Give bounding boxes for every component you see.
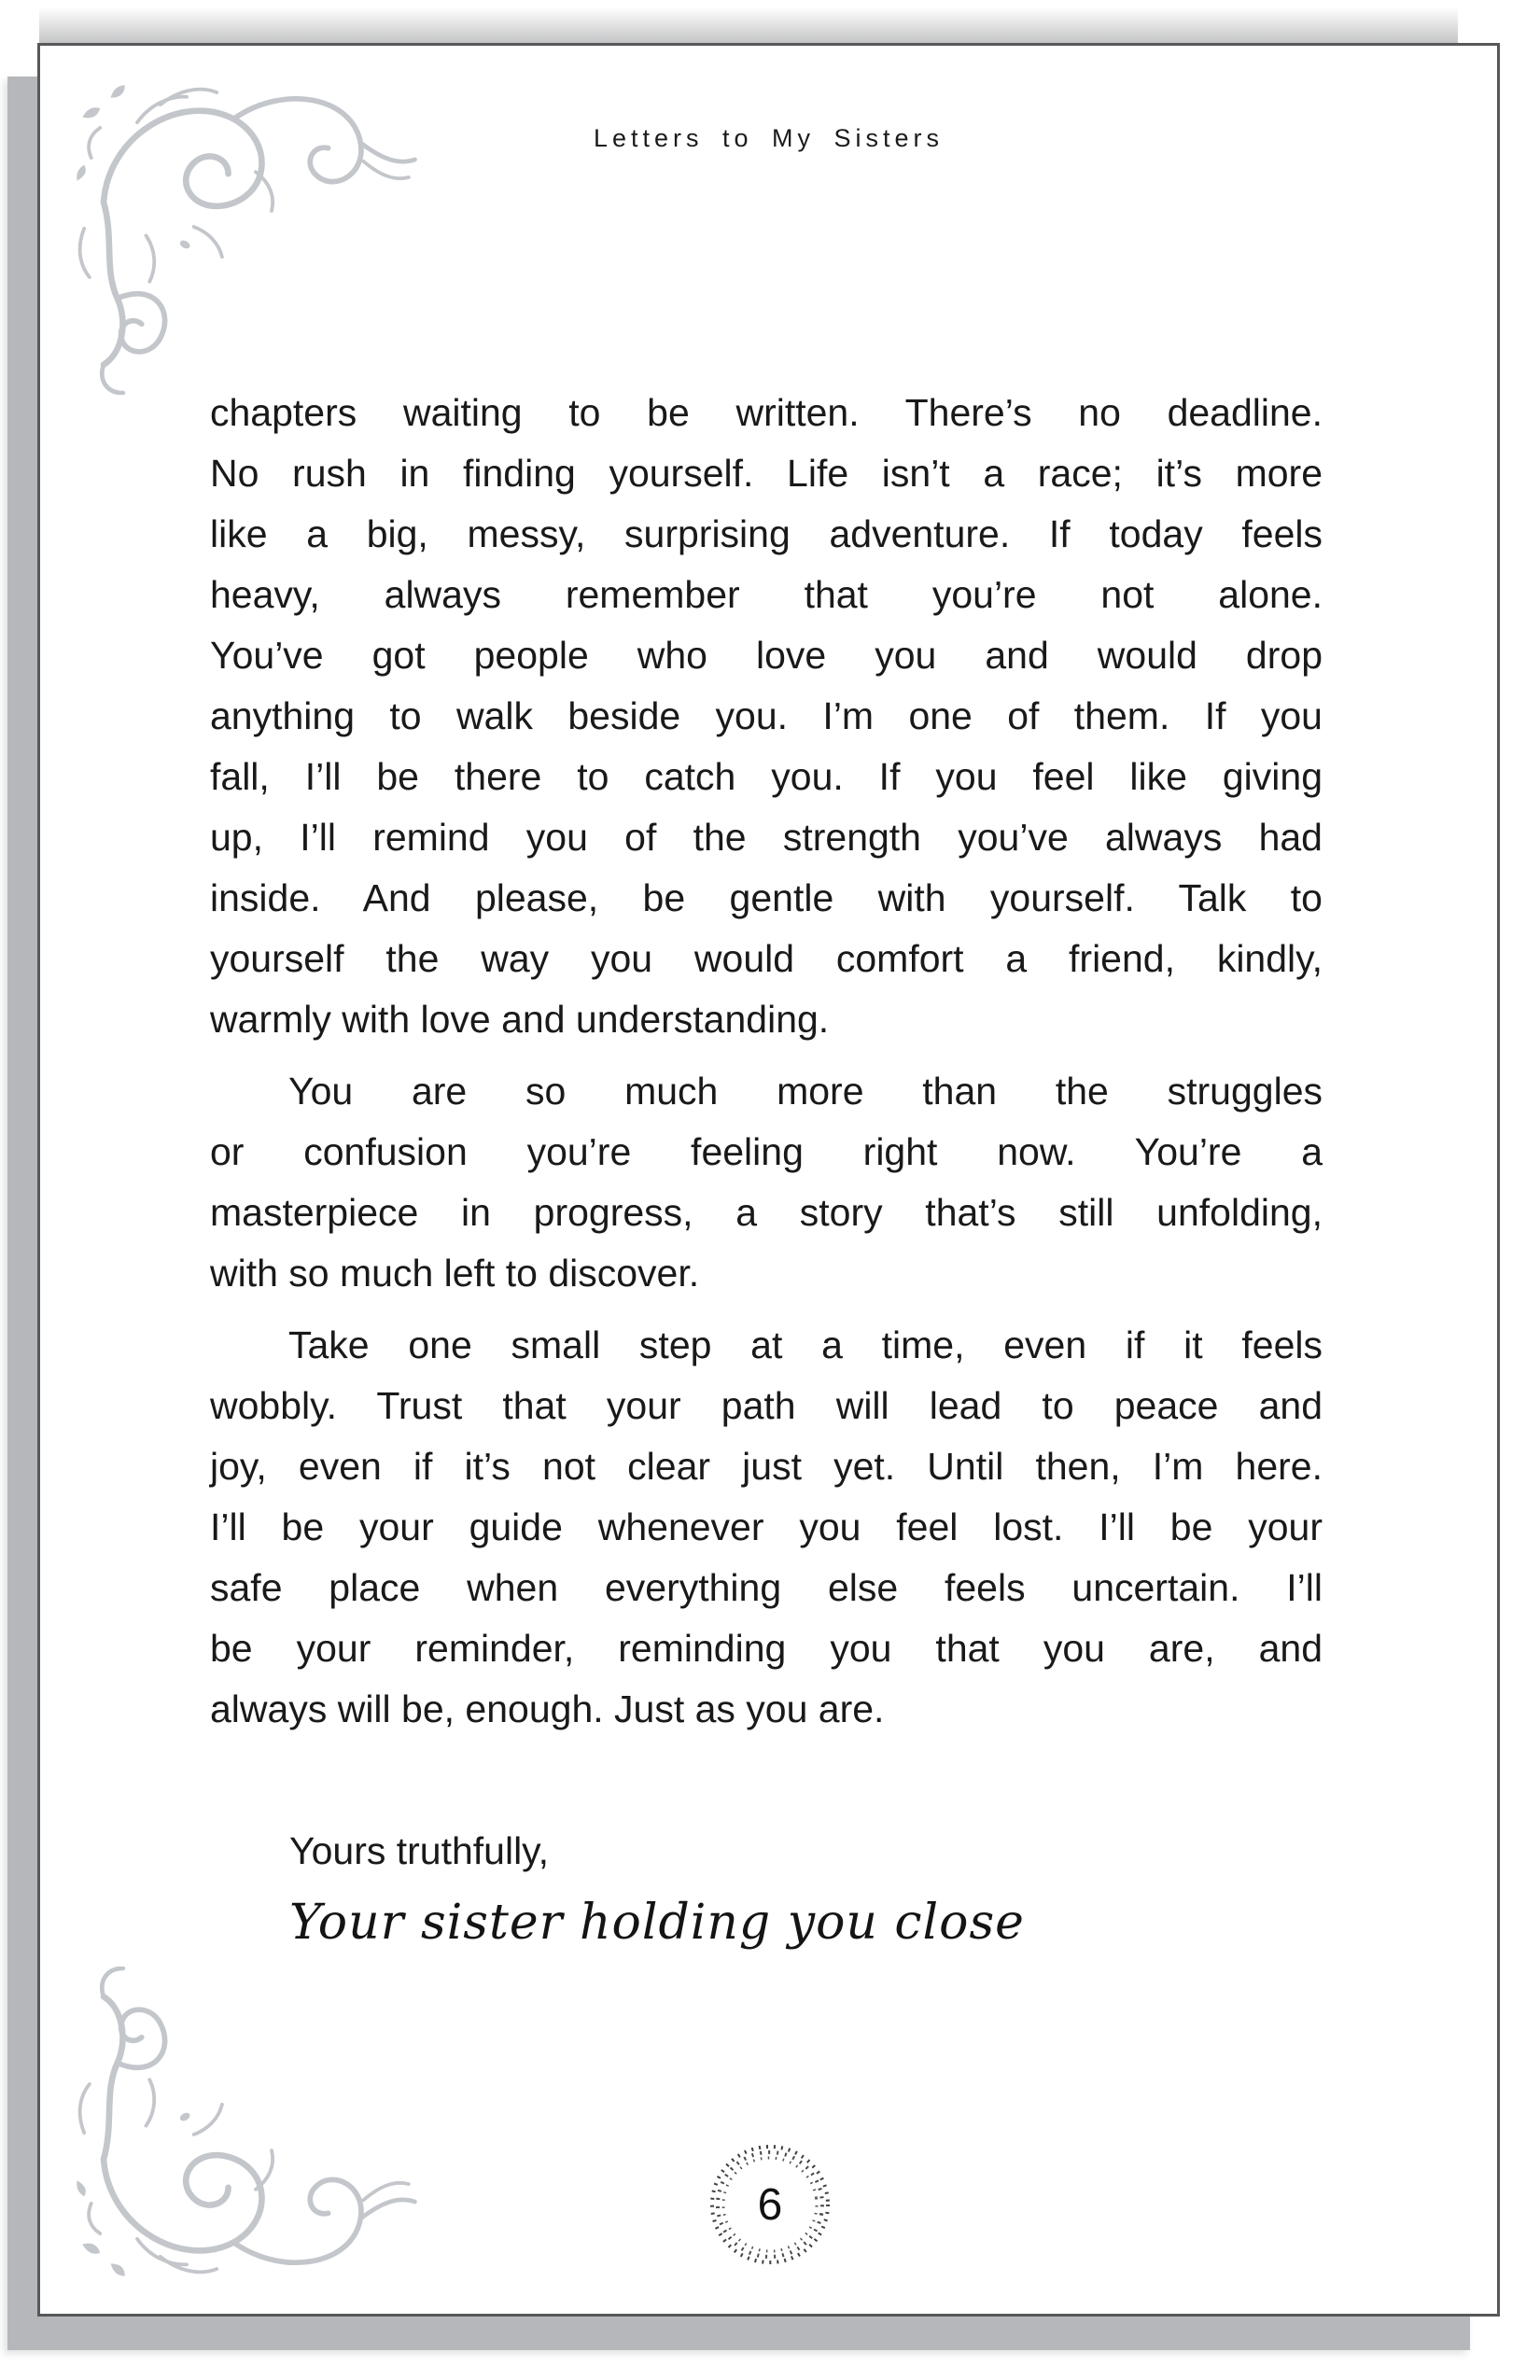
running-header: Letters to My Sisters bbox=[593, 124, 945, 152]
corner-flourish-icon-bottom-left bbox=[51, 1967, 425, 2303]
paragraph bbox=[210, 383, 1323, 1050]
paragraph bbox=[210, 1061, 1323, 1304]
text-line: No rush in finding yourself. Life isn’t a race; it’s more bbox=[210, 452, 1323, 495]
text-line: fall, I’ll be there to catch you. If you feel like giving bbox=[210, 755, 1323, 798]
text-line: up, I’ll remind you of the strength you’ve always had bbox=[210, 816, 1323, 859]
text-line: always will be, enough. Just as you are. bbox=[210, 1687, 885, 1730]
text-line: joy, even if it’s not clear just yet. Until then, I’m here. bbox=[210, 1445, 1323, 1488]
text-line: I’ll be your guide whenever you feel lost. I’ll be your bbox=[210, 1505, 1323, 1548]
text-line: safe place when everything else feels uncertain. I’ll bbox=[210, 1566, 1323, 1609]
text-line: You are so much more than the struggles bbox=[288, 1070, 1323, 1113]
text-line: chapters waiting to be written. There’s no deadline. bbox=[210, 391, 1323, 434]
page-number-wreath bbox=[700, 2135, 840, 2275]
page-number: 6 bbox=[757, 2179, 783, 2230]
corner-flourish-icon-top-left bbox=[51, 59, 425, 395]
text-line: masterpiece in progress, a story that’s still unfolding, bbox=[210, 1191, 1323, 1234]
text-line: heavy, always remember that you’re not alone. bbox=[210, 573, 1323, 616]
closing-salutation: Yours truthfully, bbox=[289, 1829, 550, 1872]
paragraph bbox=[210, 1315, 1323, 1740]
text-line: Take one small step at a time, even if it feels bbox=[288, 1323, 1323, 1366]
text-line: anything to walk beside you. I’m one of them. If you bbox=[210, 694, 1323, 737]
letter-closing bbox=[289, 1827, 1025, 1955]
text-line: You’ve got people who love you and would drop bbox=[210, 634, 1323, 677]
letter-body bbox=[210, 383, 1323, 1751]
text-line: inside. And please, be gentle with yourself. Talk to bbox=[210, 876, 1323, 919]
text-line: with so much left to discover. bbox=[210, 1252, 700, 1295]
text-line: warmly with love and understanding. bbox=[210, 998, 830, 1041]
text-line: yourself the way you would comfort a friend, kindly, bbox=[210, 937, 1323, 980]
book-page bbox=[37, 43, 1500, 2317]
text-line: or confusion you’re feeling right now. You’re a bbox=[210, 1130, 1323, 1173]
closing-signature: Your sister holding you close bbox=[289, 1895, 1025, 1951]
page-top-shadow bbox=[39, 7, 1458, 43]
text-line: like a big, messy, surprising adventure. If today feels bbox=[210, 512, 1323, 555]
text-line: be your reminder, reminding you that you are, and bbox=[210, 1627, 1323, 1670]
text-line: wobbly. Trust that your path will lead to peace and bbox=[210, 1384, 1323, 1427]
